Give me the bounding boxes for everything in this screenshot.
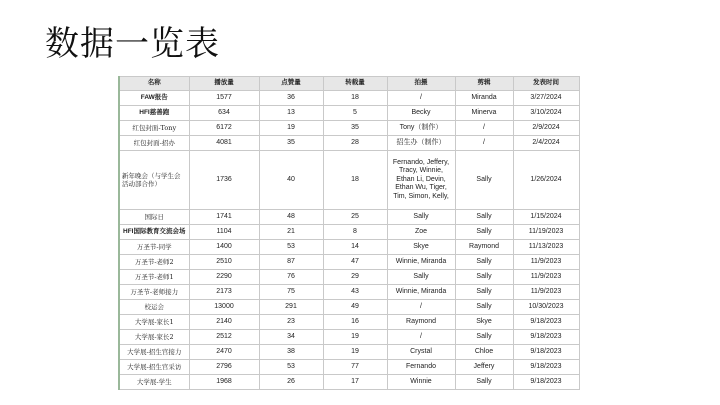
cell-filming: Winnie, Miranda [387, 255, 455, 270]
cell-editing: Sally [455, 225, 513, 240]
cell-editing: Jeffery [455, 360, 513, 375]
cell-date: 9/18/2023 [513, 315, 579, 330]
cell-shares: 28 [323, 136, 387, 151]
cell-filming: / [387, 330, 455, 345]
cell-likes: 34 [259, 330, 323, 345]
header-views: 播放量 [189, 77, 259, 91]
cell-date: 2/9/2024 [513, 121, 579, 136]
cell-likes: 53 [259, 240, 323, 255]
cell-filming: Sally [387, 210, 455, 225]
cell-shares: 29 [323, 270, 387, 285]
cell-shares: 77 [323, 360, 387, 375]
cell-editing: Sally [455, 375, 513, 390]
cell-name: 校运会 [119, 300, 189, 315]
cell-name: 大学展-招生官采访 [119, 360, 189, 375]
cell-likes: 87 [259, 255, 323, 270]
cell-views: 6172 [189, 121, 259, 136]
cell-filming: Fernando, Jeffery, Tracy, Winnie, Ethan Li, Devin, Ethan Wu, Tiger, Tim, Simon, Kelly, [387, 151, 455, 210]
cell-editing: Raymond [455, 240, 513, 255]
cell-views: 1736 [189, 151, 259, 210]
cell-filming: Skye [387, 240, 455, 255]
cell-date: 9/18/2023 [513, 375, 579, 390]
cell-date: 9/18/2023 [513, 345, 579, 360]
table-row [119, 315, 579, 330]
cell-name: 国际日 [119, 210, 189, 225]
cell-shares: 35 [323, 121, 387, 136]
cell-shares: 18 [323, 151, 387, 210]
cell-name: 万圣节-同学 [119, 240, 189, 255]
table-row [119, 240, 579, 255]
cell-filming: Tony（制作） [387, 121, 455, 136]
cell-views: 1968 [189, 375, 259, 390]
table-row [119, 360, 579, 375]
table-row [119, 285, 579, 300]
cell-shares: 49 [323, 300, 387, 315]
header-publish-date: 发表时间 [513, 77, 579, 91]
cell-filming: Crystal [387, 345, 455, 360]
cell-date: 11/9/2023 [513, 285, 579, 300]
data-table [118, 76, 580, 390]
table-header-row [119, 77, 579, 91]
cell-name: 红包封面-招办 [119, 136, 189, 151]
cell-views: 634 [189, 106, 259, 121]
cell-date: 2/4/2024 [513, 136, 579, 151]
slide-title: 数据一览表 [45, 24, 220, 64]
table-row [119, 106, 579, 121]
table-row [119, 300, 579, 315]
cell-editing: Skye [455, 315, 513, 330]
cell-filming: Becky [387, 106, 455, 121]
cell-editing: Miranda [455, 91, 513, 106]
cell-editing: Sally [455, 330, 513, 345]
cell-name: 大学展-家长1 [119, 315, 189, 330]
table-row [119, 121, 579, 136]
cell-views: 2173 [189, 285, 259, 300]
cell-filming: Fernando [387, 360, 455, 375]
cell-editing: / [455, 136, 513, 151]
cell-date: 11/9/2023 [513, 270, 579, 285]
cell-shares: 14 [323, 240, 387, 255]
header-editing: 剪辑 [455, 77, 513, 91]
cell-date: 11/9/2023 [513, 255, 579, 270]
cell-shares: 43 [323, 285, 387, 300]
cell-name: FAW报告 [119, 91, 189, 106]
cell-likes: 40 [259, 151, 323, 210]
cell-likes: 53 [259, 360, 323, 375]
cell-name: 红包封面-Tony [119, 121, 189, 136]
cell-editing: Sally [455, 210, 513, 225]
cell-filming: Winnie [387, 375, 455, 390]
header-likes: 点赞量 [259, 77, 323, 91]
cell-name: 万圣节-老师接力 [119, 285, 189, 300]
cell-likes: 23 [259, 315, 323, 330]
cell-name: 万圣节-老师2 [119, 255, 189, 270]
cell-name: HFI国际教育交流会场 [119, 225, 189, 240]
cell-name: 万圣节-老师1 [119, 270, 189, 285]
cell-likes: 291 [259, 300, 323, 315]
cell-editing: Sally [455, 285, 513, 300]
cell-views: 13000 [189, 300, 259, 315]
cell-views: 2470 [189, 345, 259, 360]
cell-date: 9/18/2023 [513, 330, 579, 345]
table-row [119, 151, 579, 210]
header-shares: 转载量 [323, 77, 387, 91]
cell-shares: 19 [323, 345, 387, 360]
table-row [119, 270, 579, 285]
cell-filming: Zoe [387, 225, 455, 240]
cell-views: 2510 [189, 255, 259, 270]
cell-filming: 招生办（制作） [387, 136, 455, 151]
cell-date: 9/18/2023 [513, 360, 579, 375]
cell-filming: Sally [387, 270, 455, 285]
cell-name: 大学展-招生官接力 [119, 345, 189, 360]
table-row [119, 255, 579, 270]
cell-name: 大学展-家长2 [119, 330, 189, 345]
cell-shares: 8 [323, 225, 387, 240]
cell-shares: 25 [323, 210, 387, 225]
cell-date: 11/19/2023 [513, 225, 579, 240]
table-row [119, 330, 579, 345]
cell-likes: 21 [259, 225, 323, 240]
cell-views: 2140 [189, 315, 259, 330]
cell-name: 新年晚会（与学生会活动部合作） [119, 151, 189, 210]
table-row [119, 91, 579, 106]
cell-editing: Sally [455, 270, 513, 285]
cell-views: 2796 [189, 360, 259, 375]
table-row [119, 375, 579, 390]
cell-views: 1741 [189, 210, 259, 225]
header-filming: 拍摄 [387, 77, 455, 91]
cell-date: 3/10/2024 [513, 106, 579, 121]
cell-filming: Raymond [387, 315, 455, 330]
cell-shares: 19 [323, 330, 387, 345]
table-row [119, 210, 579, 225]
cell-editing: Chloe [455, 345, 513, 360]
cell-editing: / [455, 121, 513, 136]
cell-shares: 16 [323, 315, 387, 330]
cell-likes: 13 [259, 106, 323, 121]
cell-shares: 47 [323, 255, 387, 270]
cell-likes: 48 [259, 210, 323, 225]
cell-editing: Sally [455, 151, 513, 210]
cell-likes: 38 [259, 345, 323, 360]
cell-likes: 76 [259, 270, 323, 285]
cell-name: 大学展-学生 [119, 375, 189, 390]
cell-likes: 35 [259, 136, 323, 151]
cell-shares: 17 [323, 375, 387, 390]
table-row [119, 225, 579, 240]
cell-date: 11/13/2023 [513, 240, 579, 255]
cell-views: 2290 [189, 270, 259, 285]
table-row [119, 345, 579, 360]
cell-shares: 5 [323, 106, 387, 121]
cell-name: HFI慈善跑 [119, 106, 189, 121]
cell-date: 3/27/2024 [513, 91, 579, 106]
cell-views: 1400 [189, 240, 259, 255]
cell-filming: Winnie, Miranda [387, 285, 455, 300]
cell-shares: 18 [323, 91, 387, 106]
cell-likes: 36 [259, 91, 323, 106]
cell-likes: 19 [259, 121, 323, 136]
cell-editing: Sally [455, 300, 513, 315]
cell-editing: Minerva [455, 106, 513, 121]
cell-views: 1104 [189, 225, 259, 240]
cell-filming: / [387, 91, 455, 106]
cell-likes: 75 [259, 285, 323, 300]
cell-date: 1/26/2024 [513, 151, 579, 210]
table-row [119, 136, 579, 151]
cell-views: 4081 [189, 136, 259, 151]
cell-date: 1/15/2024 [513, 210, 579, 225]
header-name: 名称 [119, 77, 189, 91]
cell-filming: / [387, 300, 455, 315]
cell-likes: 26 [259, 375, 323, 390]
cell-editing: Sally [455, 255, 513, 270]
cell-views: 2512 [189, 330, 259, 345]
cell-date: 10/30/2023 [513, 300, 579, 315]
cell-views: 1577 [189, 91, 259, 106]
